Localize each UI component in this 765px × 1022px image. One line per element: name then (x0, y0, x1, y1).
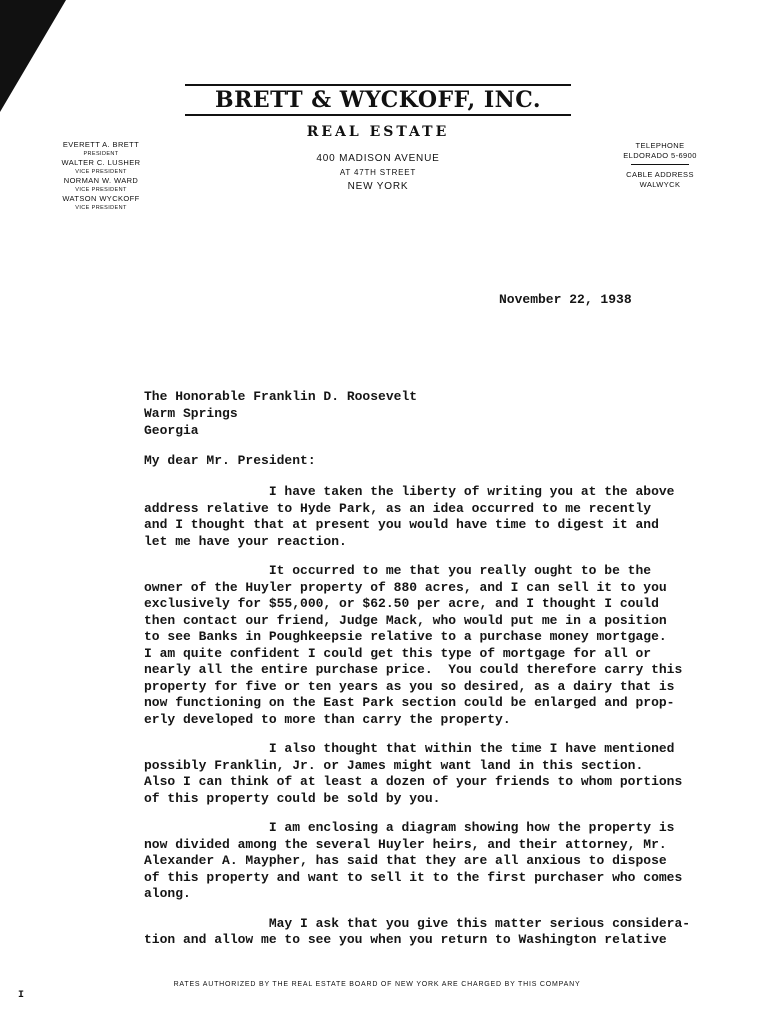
paragraph (144, 484, 684, 550)
cable-address: WALWYCK (639, 180, 681, 189)
paragraph (144, 820, 684, 903)
contact-divider (631, 164, 689, 165)
body-line: let me have your reaction. (144, 533, 347, 549)
body-line: to see Banks in Poughkeepsie relative to a purchase money mortgage. (144, 629, 667, 644)
corner-mark (0, 0, 66, 112)
officer-title: PRESIDENT (83, 151, 119, 157)
salutation: My dear Mr. President: (144, 453, 316, 468)
recipient-address (144, 388, 417, 439)
paragraph (144, 915, 691, 949)
officer-title: VICE PRESIDENT (75, 205, 127, 211)
officer-name: WATSON WYCKOFF (62, 194, 140, 203)
officers-list (46, 140, 156, 212)
body-line: I am enclosing a diagram showing how the property is (144, 820, 675, 835)
letter-date: November 22, 1938 (499, 292, 632, 307)
body-line: erly developed to more than carry the property. (144, 711, 511, 727)
officer (46, 158, 156, 176)
paragraph (144, 563, 684, 728)
officer-title: VICE PRESIDENT (75, 187, 127, 193)
body-line: along. (144, 886, 191, 901)
body-line: nearly all the entire purchase price. You could therefore carry this (144, 662, 683, 677)
body-line: tion and allow me to see you when you return to Washington relative (144, 932, 667, 947)
company-address (278, 152, 478, 194)
officer (46, 194, 156, 212)
company-logo: BRETT & WYCKOFF, INC. (185, 84, 571, 116)
body-line: owner of the Huyler property of 880 acres, and I can sell it to you (144, 579, 667, 595)
body-line: I also thought that within the time I have mentioned (144, 741, 675, 756)
telephone-label: TELEPHONE (635, 141, 685, 150)
officer (46, 176, 156, 194)
body-line: property for five or ten years as you so desired, as a dairy that is (144, 678, 675, 694)
body-line: now divided among the several Huyler heirs, and their attorney, Mr. (144, 836, 667, 852)
body-line: exclusively for $55,000, or $62.50 per acre, and I thought I could (144, 596, 659, 611)
body-line: then contact our friend, Judge Mack, who would put me in a position (144, 612, 667, 628)
body-line: I am quite confident I could get this type of mortgage for all or (144, 645, 652, 661)
body-line: It occurred to me that you really ought to be the (144, 563, 652, 578)
address-line: NEW YORK (347, 181, 409, 192)
cable-label: CABLE ADDRESS (626, 170, 694, 179)
body-line: May I ask that you give this matter serious considera- (144, 915, 691, 931)
telephone-number: ELDORADO 5-6900 (623, 151, 697, 160)
recipient-line: The Honorable Franklin D. Roosevelt (144, 389, 418, 404)
margin-mark: I (18, 990, 25, 1001)
paragraph (144, 741, 684, 807)
body-line: now functioning on the East Park section could be enlarged and prop- (144, 695, 675, 710)
officer-title: VICE PRESIDENT (75, 169, 127, 175)
officer-name: EVERETT A. BRETT (62, 140, 140, 149)
address-line: 400 MADISON AVENUE (316, 153, 440, 164)
body-line: of this property and want to sell it to the first purchaser who comes (144, 869, 683, 885)
body-line: possibly Franklin, Jr. or James might want land in this section. (144, 757, 644, 773)
footer-note: RATES AUTHORIZED BY THE REAL ESTATE BOARD OF NEW YORK ARE CHARGED BY THIS COMPANY (173, 981, 581, 988)
letter-body (144, 484, 691, 962)
body-line: Alexander A. Maypher, has said that they are all anxious to dispose (144, 853, 667, 868)
recipient-line: Georgia (144, 423, 199, 438)
officer (46, 140, 156, 158)
address-line: AT 47TH STREET (339, 168, 417, 177)
recipient-line: Warm Springs (144, 406, 238, 421)
body-line: Also I can think of at least a dozen of your friends to whom portions (144, 774, 683, 789)
contact-info (605, 141, 715, 190)
officer-name: NORMAN W. WARD (63, 176, 139, 185)
body-line: of this property could be sold by you. (144, 790, 441, 806)
officer-name: WALTER C. LUSHER (61, 158, 141, 167)
body-line: address relative to Hyde Park, as an idea occurred to me recently (144, 500, 652, 516)
body-line: I have taken the liberty of writing you at the above (144, 484, 675, 499)
company-subtitle: REAL ESTATE (306, 124, 450, 140)
body-line: and I thought that at present you would have time to digest it and (144, 517, 659, 532)
